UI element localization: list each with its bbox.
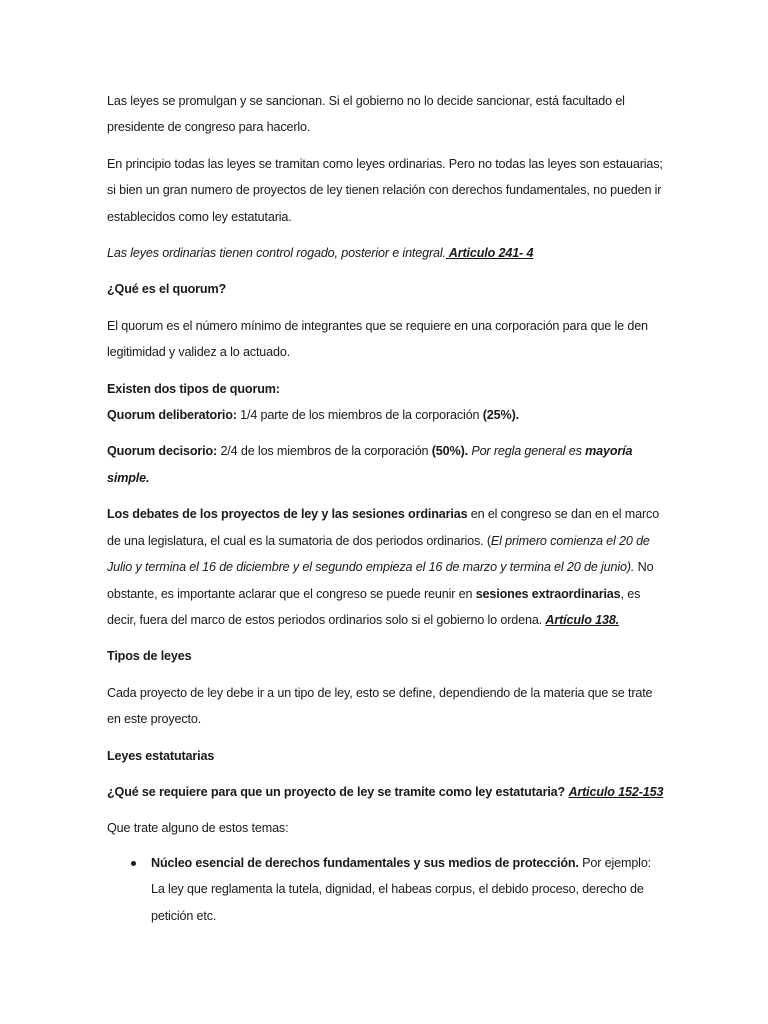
paragraph-control-rogado	[107, 240, 668, 266]
nucleo-esencial-text: Por ejemplo: La ley que reglamenta la tutela, dignidad, el habeas corpus, el debido proceso, derecho de petición etc.	[151, 855, 652, 923]
paragraph-tipos-quorum	[107, 376, 668, 429]
no-obstante-text: No obstante, es importante aclarar que el congreso se puede reunir en	[107, 560, 654, 601]
paragraph-temas: Que trate alguno de estos temas:	[107, 821, 289, 836]
paragraph-debates-legislatura	[107, 501, 668, 633]
article-ref-152-153: Articulo 152-153	[568, 784, 664, 799]
control-rogado-text: Las leyes ordinarias tienen control rogado, posterior e integral.	[107, 246, 446, 261]
paragraph-leyes-ordinarias: En principio todas las leyes se tramitan como leyes ordinarias. Pero no todas las leyes son estauarias; si bien un gran numero de proyectos de ley tienen relación con derechos fundamentales, no pueden ir establecidos como ley estatutaria.	[107, 156, 663, 224]
quorum-decisorio-label: Quorum decisorio:	[107, 444, 218, 459]
heading-leyes-estatutarias: Leyes estatutarias	[107, 748, 215, 763]
quorum-deliberatorio-pct: (25%).	[482, 408, 519, 423]
question-text: ¿Qué se requiere para que un proyecto de ley se tramite como ley estatutaria?	[107, 784, 566, 799]
paragraph-tipo-de-ley: Cada proyecto de ley debe ir a un tipo de ley, esto se define, dependiendo de la materia que se trate en este proyecto.	[107, 685, 653, 727]
bullet-icon	[131, 861, 136, 866]
paragraph-quorum-definicion: El quorum es el número mínimo de integrantes que se requiere en una corporación para que le den legitimidad y validez a lo actuado.	[107, 318, 648, 360]
tipos-quorum-heading: Existen dos tipos de quorum:	[107, 381, 280, 396]
article-ref-241: Articulo 241- 4	[445, 246, 534, 261]
periodos-italic: El primero comienza el 20 de Julio y termina el 16 de diciembre y el segundo empieza el 16 de marzo y termina el 20 de junio).	[107, 533, 650, 575]
heading-que-es-quorum: ¿Qué es el quorum?	[107, 282, 227, 297]
quorum-decisorio-text: 2/4 de los miembros de la corporación	[217, 444, 432, 459]
debates-bold: Los debates de los proyectos de ley y las sesiones ordinarias	[107, 507, 468, 522]
regla-general-text: Por regla general es	[467, 444, 586, 459]
paragraph-promulgacion: Las leyes se promulgan y se sancionan. Si el gobierno no lo decide sancionar, está facultado el presidente de congreso para hacerlo.	[107, 94, 625, 135]
paragraph-quorum-decisorio	[107, 438, 668, 491]
fuera-marco-text: , es decir, fuera del marco de estos periodos ordinarios solo si el gobierno lo ordena.	[107, 586, 641, 627]
quorum-deliberatorio-label: Quorum deliberatorio:	[107, 408, 237, 423]
quorum-decisorio-pct: (50%).	[431, 444, 468, 459]
sesiones-extraordinarias: sesiones extraordinarias	[475, 586, 621, 601]
nucleo-esencial-bold: Núcleo esencial de derechos fundamentales y sus medios de protección.	[151, 855, 579, 870]
quorum-deliberatorio-text: 1/4 parte de los miembros de la corporación	[236, 408, 483, 423]
mayoria-simple-end: .	[146, 470, 150, 485]
mayoria-simple: mayoría simple	[107, 444, 633, 485]
article-ref-138: Artículo 138.	[545, 612, 620, 627]
list-item	[151, 850, 668, 929]
temas-list	[107, 850, 668, 929]
heading-tipos-de-leyes: Tipos de leyes	[107, 649, 192, 664]
debates-text: en el congreso se dan en el marco de una legislatura, el cual es la sumatoria de dos periodos ordinarios. (	[107, 507, 660, 548]
question-ley-estatutaria	[107, 779, 668, 805]
